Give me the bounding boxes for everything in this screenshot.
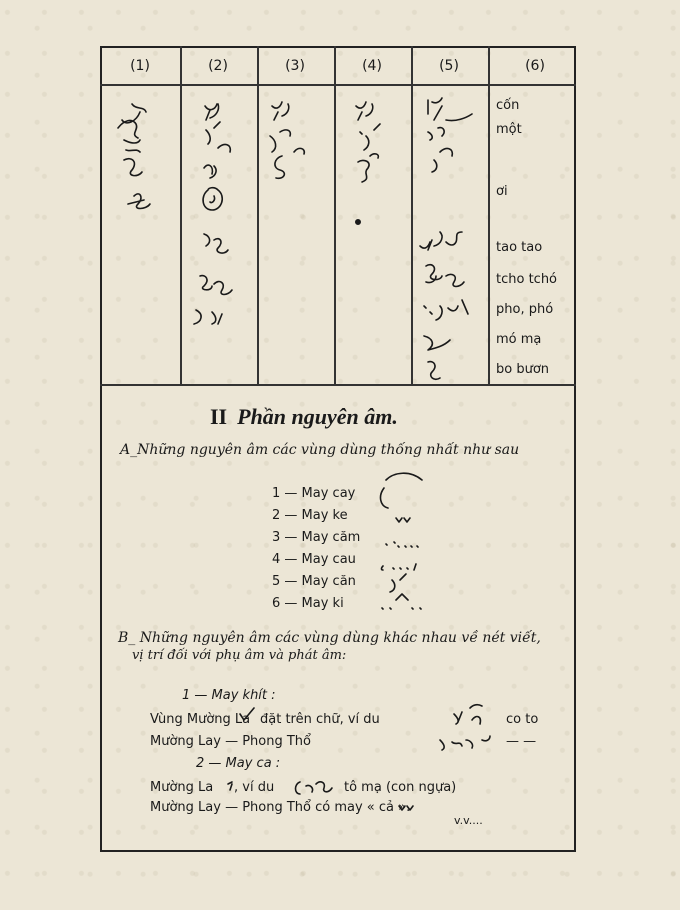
sub2-line1-b: , ví du	[234, 780, 275, 795]
sub2-line1-a: Mường La	[150, 780, 214, 795]
column-header-2: (2)	[208, 58, 228, 74]
col6-word: mó mạ	[496, 332, 542, 347]
sub1-line2: Mường Lay — Phong Thổ	[150, 734, 311, 749]
glyph-col1	[118, 104, 150, 209]
col6-word: bo bươn	[496, 362, 550, 377]
etc-mark: v.v....	[454, 814, 483, 827]
col6-word: tao tao	[496, 240, 543, 255]
col6-word: cốn	[496, 98, 520, 113]
subsection-1-title: 1 — May khít :	[182, 688, 276, 703]
column-header-5: (5)	[439, 58, 459, 74]
glyph-partA	[381, 473, 422, 609]
glyph-col4	[356, 102, 380, 224]
part-b-heading: B_ Những nguyên âm các vùng dùng khác nhau về nét viết,	[118, 630, 541, 646]
part-b-heading-cont: vị trí đối với phụ âm và phát âm:	[132, 648, 347, 663]
col6-word: tcho tchó	[496, 272, 558, 287]
column-header-1: (1)	[130, 58, 150, 74]
subsection-2-title: 2 — May ca :	[196, 756, 281, 771]
glyph-col3	[270, 102, 304, 178]
vowel-list-item: 6 — May ki	[272, 596, 344, 611]
vowel-list-item: 3 — May căm	[272, 530, 361, 545]
sub1-line1-a: Vùng Mường La	[150, 712, 251, 727]
section-number: II	[210, 404, 228, 429]
vowel-list-item: 4 — May cau	[272, 552, 356, 567]
col6-word: pho, phó	[496, 302, 554, 317]
vowel-list-item: 2 — May ke	[272, 508, 348, 523]
col6-word: ơi	[496, 184, 508, 199]
vowel-list-item: 5 — May căn	[272, 574, 356, 589]
sub1-dash: — —	[506, 734, 537, 749]
sub1-line1-c: co to	[506, 712, 539, 727]
sub2-line2: Mường Lay — Phong Thổ có may « cả ».	[150, 800, 411, 815]
col6-word: một	[496, 122, 522, 137]
column-header-3: (3)	[285, 58, 305, 74]
column-header-4: (4)	[362, 58, 382, 74]
vowel-list-item: 1 — May cay	[272, 486, 356, 501]
part-a-heading: A_Những nguyên âm các vùng dùng thống nhất như sau	[120, 442, 520, 458]
column-header-6: (6)	[525, 58, 545, 74]
section-title-text: Phần nguyên âm.	[237, 404, 398, 429]
glyph-col5	[420, 98, 472, 379]
sub1-line1-b: đặt trên chữ, ví du	[260, 712, 380, 727]
section-title	[210, 404, 398, 430]
glyph-col2	[194, 104, 232, 324]
sub2-line1-c: tô mạ (con ngựa)	[344, 780, 457, 795]
